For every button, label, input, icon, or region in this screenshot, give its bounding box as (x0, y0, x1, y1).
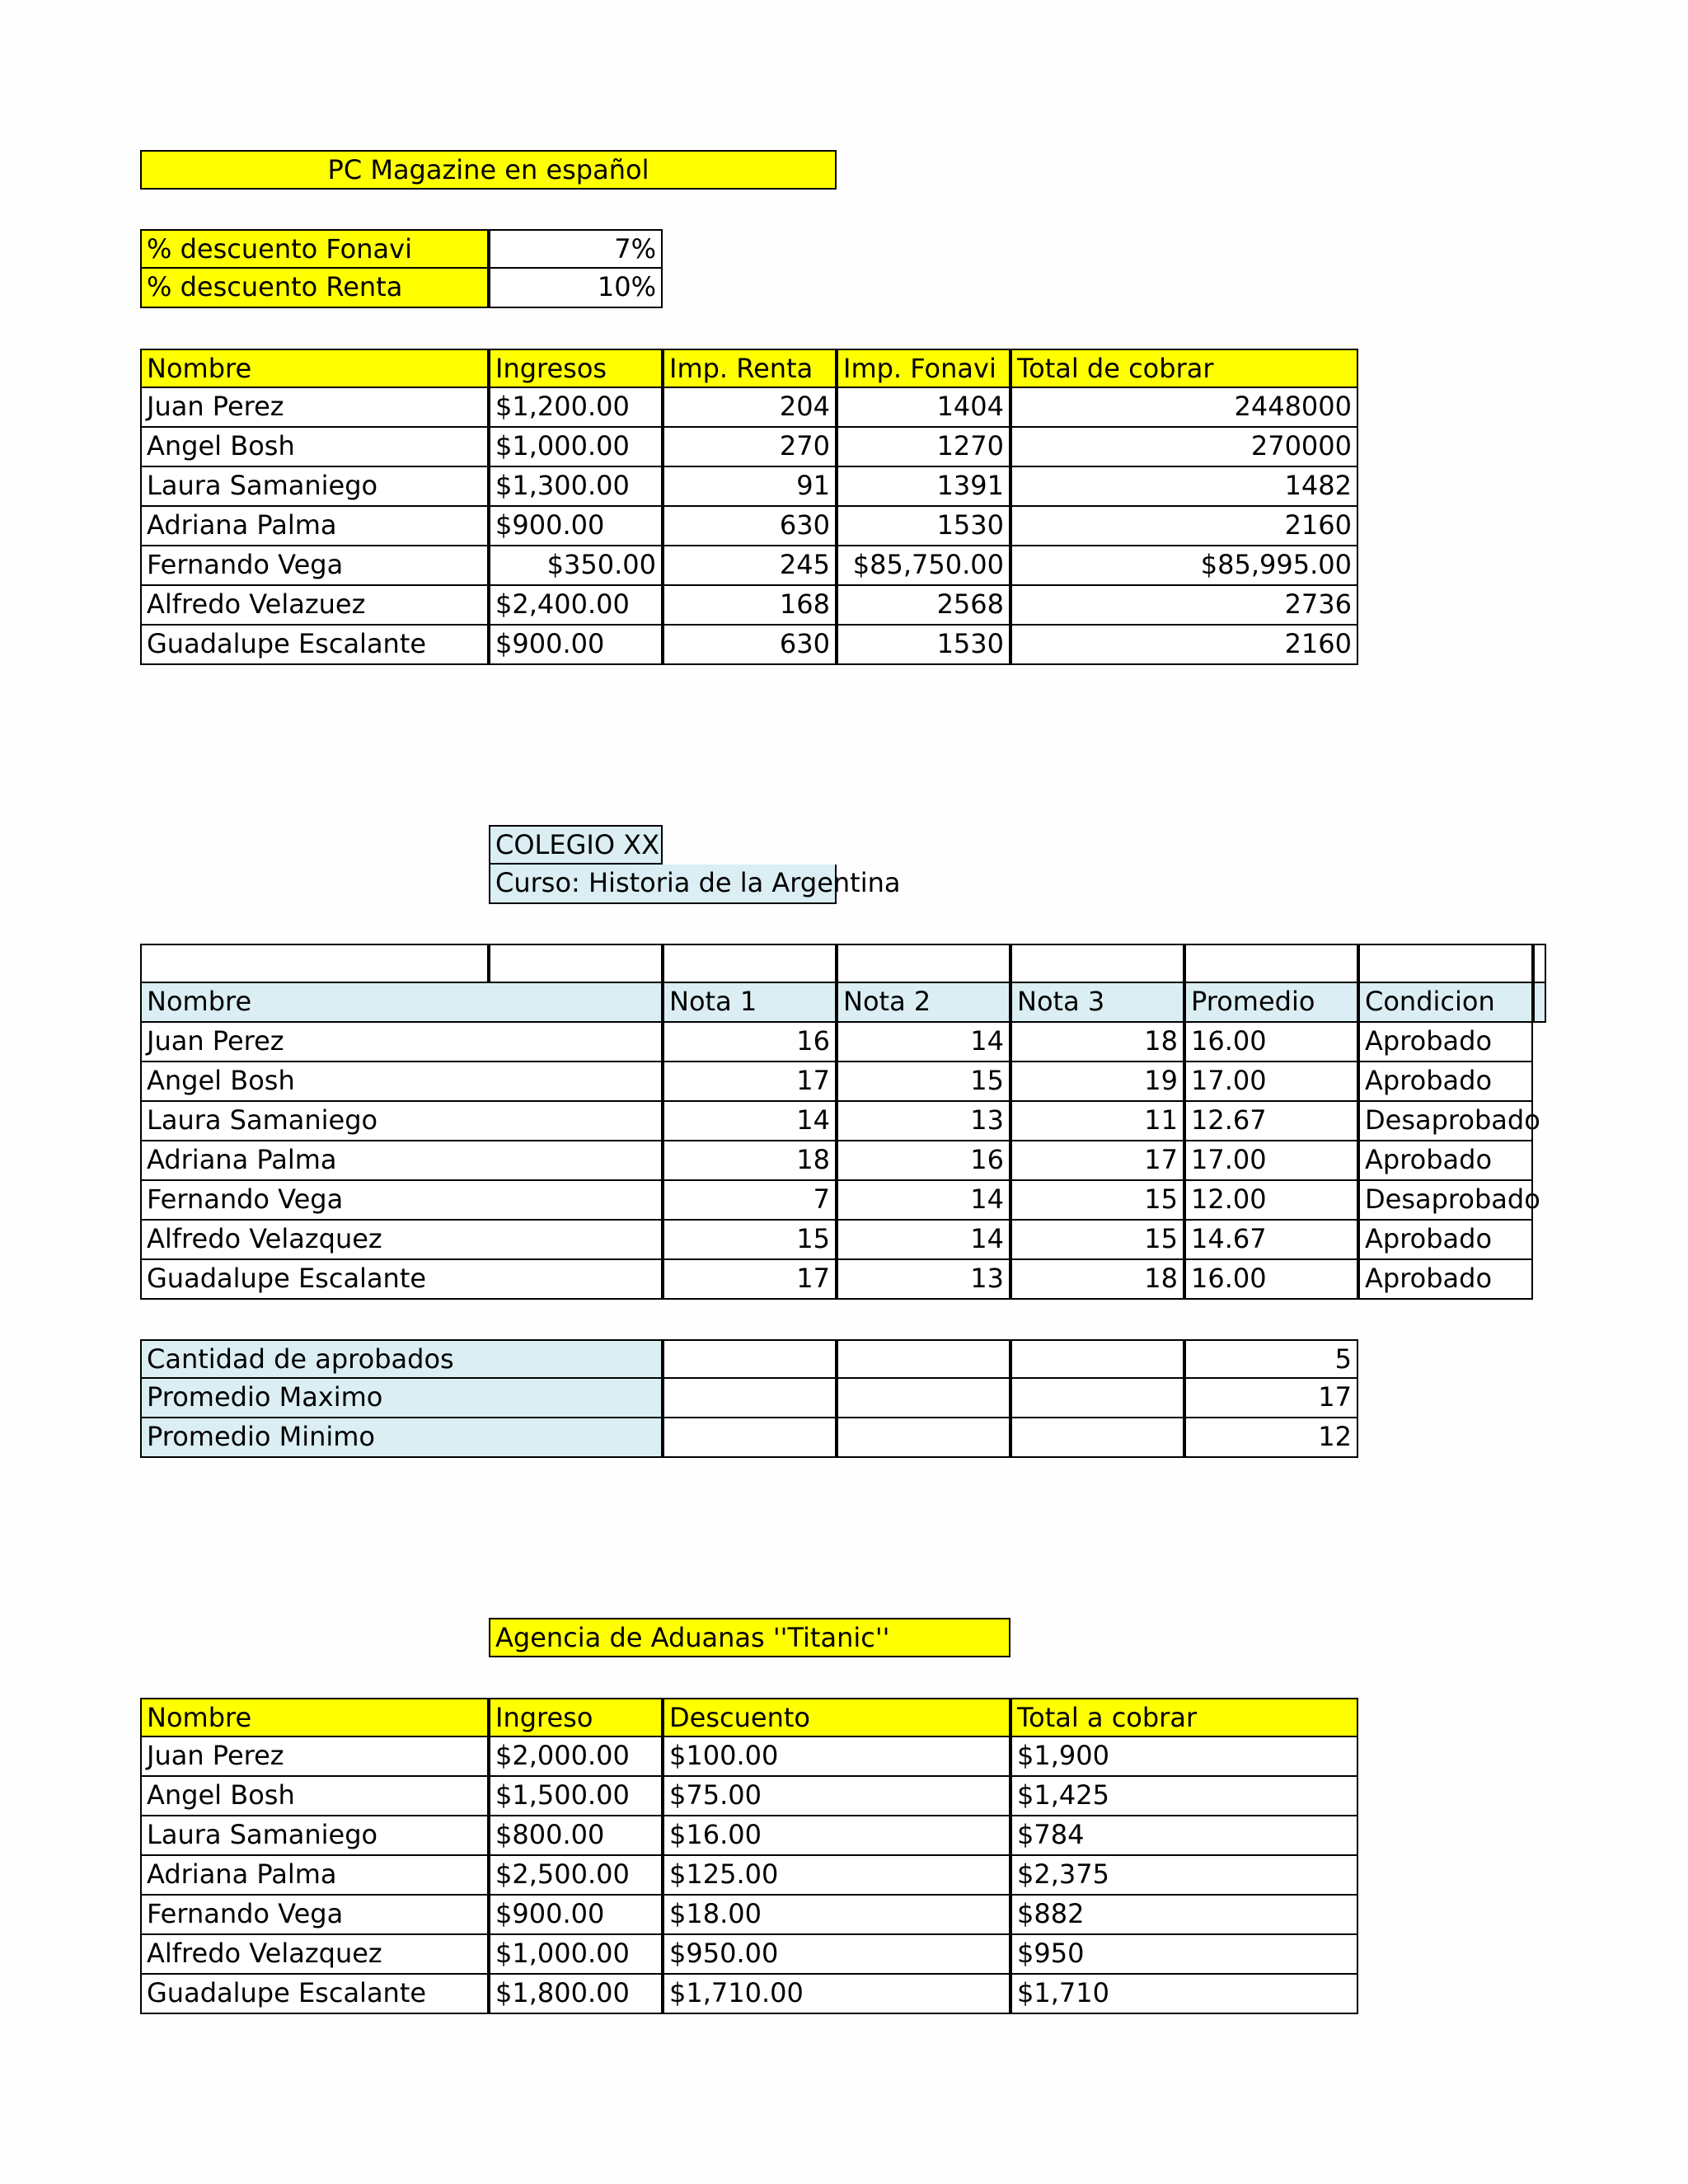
condicion[interactable]: Desaprobado (1358, 1102, 1533, 1141)
colegio-header-0[interactable]: Nombre (140, 983, 663, 1023)
aduana-title[interactable]: Agencia de Aduanas ''Titanic'' (489, 1618, 1010, 1657)
student-name[interactable]: Guadalupe Escalante (140, 1260, 663, 1300)
pc-header-3[interactable]: Imp. Fonavi (837, 349, 1010, 388)
promedio[interactable]: 12.67 (1184, 1102, 1358, 1141)
condicion[interactable]: Aprobado (1358, 1260, 1533, 1300)
pc-row-cell[interactable]: 2568 (837, 586, 1010, 626)
nota-2[interactable]: 16 (837, 1141, 1010, 1181)
pc-row-cell[interactable]: Adriana Palma (140, 507, 489, 546)
summary-value[interactable]: 17 (1184, 1379, 1358, 1418)
blank-cell[interactable] (837, 944, 1010, 983)
student-name[interactable]: Angel Bosh (140, 1062, 663, 1102)
nota-3[interactable]: 19 (1010, 1062, 1184, 1102)
summary-blank[interactable] (1010, 1339, 1184, 1379)
aduana-row-cell[interactable]: $1,900 (1010, 1737, 1358, 1777)
pc-row-cell[interactable]: 1530 (837, 626, 1010, 665)
nota-2[interactable]: 14 (837, 1181, 1010, 1221)
pc-row-cell[interactable]: Alfredo Velazuez (140, 586, 489, 626)
student-name[interactable]: Alfredo Velazquez (140, 1221, 663, 1260)
colegio-header-5[interactable]: Condicion (1358, 983, 1533, 1023)
student-name[interactable]: Laura Samaniego (140, 1102, 663, 1141)
nota-1[interactable]: 15 (663, 1221, 837, 1260)
param-label[interactable]: % descuento Fonavi (140, 229, 489, 269)
colegio-title[interactable]: COLEGIO XX (489, 825, 663, 865)
aduana-row-cell[interactable]: $900.00 (489, 1896, 663, 1935)
promedio[interactable]: 17.00 (1184, 1141, 1358, 1181)
nota-1[interactable]: 7 (663, 1181, 837, 1221)
pc-row-cell[interactable]: Fernando Vega (140, 546, 489, 586)
summary-blank[interactable] (663, 1418, 837, 1458)
aduana-row-cell[interactable]: Juan Perez (140, 1737, 489, 1777)
aduana-row-cell[interactable]: Guadalupe Escalante (140, 1975, 489, 2014)
nota-2[interactable]: 13 (837, 1260, 1010, 1300)
summary-value[interactable]: 12 (1184, 1418, 1358, 1458)
aduana-row-cell[interactable]: $1,710 (1010, 1975, 1358, 2014)
blank-cell[interactable] (1533, 944, 1546, 983)
pc-row-cell[interactable]: 2160 (1010, 626, 1358, 665)
aduana-row-cell[interactable]: $75.00 (663, 1777, 1010, 1816)
param-value[interactable]: 7% (489, 229, 663, 269)
summary-value[interactable]: 5 (1184, 1339, 1358, 1379)
student-name[interactable]: Juan Perez (140, 1023, 663, 1062)
nota-2[interactable]: 15 (837, 1062, 1010, 1102)
aduana-row-cell[interactable]: Fernando Vega (140, 1896, 489, 1935)
pc-row-cell[interactable]: Angel Bosh (140, 428, 489, 467)
aduana-row-cell[interactable]: $18.00 (663, 1896, 1010, 1935)
summary-label[interactable]: Promedio Maximo (140, 1379, 663, 1418)
nota-3[interactable]: 11 (1010, 1102, 1184, 1141)
summary-blank[interactable] (1010, 1418, 1184, 1458)
pc-row-cell[interactable]: 245 (663, 546, 837, 586)
condicion[interactable]: Aprobado (1358, 1221, 1533, 1260)
condicion[interactable]: Aprobado (1358, 1141, 1533, 1181)
nota-1[interactable]: 17 (663, 1260, 837, 1300)
colegio-header-3[interactable]: Nota 3 (1010, 983, 1184, 1023)
condicion[interactable]: Aprobado (1358, 1062, 1533, 1102)
summary-blank[interactable] (837, 1339, 1010, 1379)
student-name[interactable]: Fernando Vega (140, 1181, 663, 1221)
student-name[interactable]: Adriana Palma (140, 1141, 663, 1181)
pc-row-cell[interactable]: 1391 (837, 467, 1010, 507)
aduana-header-3[interactable]: Total a cobrar (1010, 1698, 1358, 1737)
pc-row-cell[interactable]: Juan Perez (140, 388, 489, 428)
blank-cell[interactable] (663, 944, 837, 983)
pc-row-cell[interactable]: $2,400.00 (489, 586, 663, 626)
promedio[interactable]: 16.00 (1184, 1260, 1358, 1300)
nota-1[interactable]: 17 (663, 1062, 837, 1102)
pc-row-cell[interactable]: 2160 (1010, 507, 1358, 546)
pc-row-cell[interactable]: $1,300.00 (489, 467, 663, 507)
aduana-row-cell[interactable]: $2,375 (1010, 1856, 1358, 1896)
aduana-header-1[interactable]: Ingreso (489, 1698, 663, 1737)
aduana-row-cell[interactable]: Laura Samaniego (140, 1816, 489, 1856)
aduana-row-cell[interactable]: $784 (1010, 1816, 1358, 1856)
nota-2[interactable]: 13 (837, 1102, 1010, 1141)
condicion[interactable]: Aprobado (1358, 1023, 1533, 1062)
colegio-header-1[interactable]: Nota 1 (663, 983, 837, 1023)
pc-row-cell[interactable]: $1,000.00 (489, 428, 663, 467)
aduana-row-cell[interactable]: Adriana Palma (140, 1856, 489, 1896)
pc-row-cell[interactable]: 204 (663, 388, 837, 428)
nota-1[interactable]: 14 (663, 1102, 837, 1141)
promedio[interactable]: 16.00 (1184, 1023, 1358, 1062)
aduana-row-cell[interactable]: Alfredo Velazquez (140, 1935, 489, 1975)
pc-row-cell[interactable]: $900.00 (489, 507, 663, 546)
colegio-header-4[interactable]: Promedio (1184, 983, 1358, 1023)
pc-header-4[interactable]: Total de cobrar (1010, 349, 1358, 388)
pc-row-cell[interactable]: 1482 (1010, 467, 1358, 507)
blank-cell[interactable] (1010, 944, 1184, 983)
pc-row-cell[interactable]: 2736 (1010, 586, 1358, 626)
pc-row-cell[interactable]: $85,750.00 (837, 546, 1010, 586)
aduana-header-0[interactable]: Nombre (140, 1698, 489, 1737)
pc-row-cell[interactable]: 1404 (837, 388, 1010, 428)
nota-2[interactable]: 14 (837, 1023, 1010, 1062)
aduana-header-2[interactable]: Descuento (663, 1698, 1010, 1737)
summary-label[interactable]: Promedio Minimo (140, 1418, 663, 1458)
pc-row-cell[interactable]: $85,995.00 (1010, 546, 1358, 586)
aduana-row-cell[interactable]: $1,500.00 (489, 1777, 663, 1816)
param-value[interactable]: 10% (489, 269, 663, 308)
param-label[interactable]: % descuento Renta (140, 269, 489, 308)
summary-blank[interactable] (663, 1379, 837, 1418)
pc-row-cell[interactable]: 630 (663, 626, 837, 665)
aduana-row-cell[interactable]: $16.00 (663, 1816, 1010, 1856)
promedio[interactable]: 14.67 (1184, 1221, 1358, 1260)
aduana-row-cell[interactable]: $882 (1010, 1896, 1358, 1935)
summary-blank[interactable] (1010, 1379, 1184, 1418)
colegio-header-blank[interactable] (1533, 983, 1546, 1023)
aduana-row-cell[interactable]: $2,000.00 (489, 1737, 663, 1777)
pc-title[interactable]: PC Magazine en español (140, 150, 837, 190)
blank-cell[interactable] (489, 944, 663, 983)
pc-row-cell[interactable]: 1270 (837, 428, 1010, 467)
summary-blank[interactable] (663, 1339, 837, 1379)
aduana-row-cell[interactable]: $1,425 (1010, 1777, 1358, 1816)
pc-row-cell[interactable]: $900.00 (489, 626, 663, 665)
blank-cell[interactable] (1184, 944, 1358, 983)
colegio-course[interactable]: Curso: Historia de la Argentina (489, 865, 837, 904)
pc-row-cell[interactable]: 270000 (1010, 428, 1358, 467)
pc-row-cell[interactable]: 270 (663, 428, 837, 467)
aduana-row-cell[interactable]: $1,800.00 (489, 1975, 663, 2014)
pc-row-cell[interactable]: Laura Samaniego (140, 467, 489, 507)
aduana-row-cell[interactable]: $1,000.00 (489, 1935, 663, 1975)
nota-3[interactable]: 15 (1010, 1221, 1184, 1260)
nota-3[interactable]: 17 (1010, 1141, 1184, 1181)
pc-row-cell[interactable]: 168 (663, 586, 837, 626)
aduana-row-cell[interactable]: $100.00 (663, 1737, 1010, 1777)
pc-row-cell[interactable]: 2448000 (1010, 388, 1358, 428)
pc-row-cell[interactable]: $1,200.00 (489, 388, 663, 428)
pc-row-cell[interactable]: $350.00 (489, 546, 663, 586)
pc-header-1[interactable]: Ingresos (489, 349, 663, 388)
pc-row-cell[interactable]: 630 (663, 507, 837, 546)
nota-3[interactable]: 18 (1010, 1260, 1184, 1300)
aduana-row-cell[interactable]: $800.00 (489, 1816, 663, 1856)
summary-blank[interactable] (837, 1418, 1010, 1458)
colegio-header-2[interactable]: Nota 2 (837, 983, 1010, 1023)
nota-2[interactable]: 14 (837, 1221, 1010, 1260)
pc-row-cell[interactable]: 91 (663, 467, 837, 507)
pc-row-cell[interactable]: 1530 (837, 507, 1010, 546)
condicion[interactable]: Desaprobado (1358, 1181, 1533, 1221)
summary-blank[interactable] (837, 1379, 1010, 1418)
promedio[interactable]: 12.00 (1184, 1181, 1358, 1221)
pc-row-cell[interactable]: Guadalupe Escalante (140, 626, 489, 665)
blank-cell[interactable] (140, 944, 489, 983)
nota-3[interactable]: 18 (1010, 1023, 1184, 1062)
nota-1[interactable]: 16 (663, 1023, 837, 1062)
aduana-row-cell[interactable]: Angel Bosh (140, 1777, 489, 1816)
aduana-row-cell[interactable]: $2,500.00 (489, 1856, 663, 1896)
aduana-row-cell[interactable]: $950 (1010, 1935, 1358, 1975)
pc-header-2[interactable]: Imp. Renta (663, 349, 837, 388)
summary-label[interactable]: Cantidad de aprobados (140, 1339, 663, 1379)
pc-header-0[interactable]: Nombre (140, 349, 489, 388)
aduana-row-cell[interactable]: $1,710.00 (663, 1975, 1010, 2014)
nota-1[interactable]: 18 (663, 1141, 837, 1181)
blank-cell[interactable] (1358, 944, 1533, 983)
nota-3[interactable]: 15 (1010, 1181, 1184, 1221)
aduana-row-cell[interactable]: $125.00 (663, 1856, 1010, 1896)
aduana-row-cell[interactable]: $950.00 (663, 1935, 1010, 1975)
promedio[interactable]: 17.00 (1184, 1062, 1358, 1102)
